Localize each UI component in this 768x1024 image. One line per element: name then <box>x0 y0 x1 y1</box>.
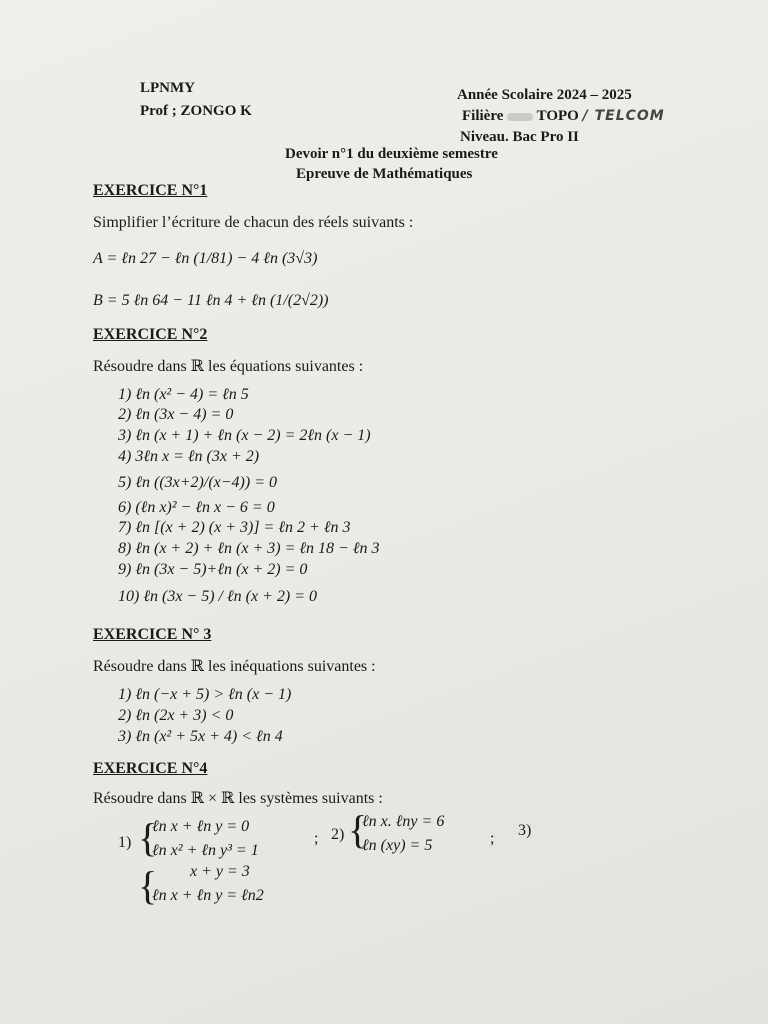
devoir-title: Devoir n°1 du deuxième semestre <box>285 146 498 162</box>
school-name: LPNMY <box>140 80 195 96</box>
sys-separator: ; <box>490 830 495 847</box>
epreuve-title: Epreuve de Mathématiques <box>296 166 473 182</box>
sys-separator: ; <box>314 830 319 847</box>
sys1-eq1: ℓn x + ℓn y = 0 <box>152 818 250 835</box>
sys2-eq2: ℓn (xy) = 5 <box>362 837 433 854</box>
ex1-item-b: B = 5 ℓn 64 − 11 ℓn 4 + ℓn (1/(2√2)) <box>93 292 329 309</box>
sys1-label: 1) <box>118 834 132 851</box>
filiere-line <box>462 108 665 125</box>
ex3-item: 2) ℓn (2x + 3) < 0 <box>118 707 234 724</box>
ex2-item: 7) ℓn [(x + 2) (x + 3)] = ℓn 2 + ℓn 3 <box>118 519 351 536</box>
ex3-item: 1) ℓn (−x + 5) > ℓn (x − 1) <box>118 686 292 703</box>
ex1-item-a: A = ℓn 27 − ℓn (1/81) − 4 ℓn (3√3) <box>93 250 318 267</box>
ex3-title: EXERCICE N° 3 <box>93 626 212 643</box>
smudge-mark <box>507 113 533 121</box>
ex2-item: 9) ℓn (3x − 5)+ℓn (x + 2) = 0 <box>118 561 308 578</box>
ex1-title: EXERCICE N°1 <box>93 182 208 199</box>
ex2-title: EXERCICE N°2 <box>93 326 208 343</box>
ex2-item: 5) ℓn ((3x+2)/(x−4)) = 0 <box>118 474 277 491</box>
sys2-brace: { <box>348 807 368 852</box>
sys3-eq2: ℓn x + ℓn y = ℓn2 <box>152 887 264 904</box>
ex4-instruction: Résoudre dans ℝ × ℝ les systèmes suivants : <box>93 790 383 807</box>
ex2-item: 3) ℓn (x + 1) + ℓn (x − 2) = 2ℓn (x − 1) <box>118 427 371 444</box>
ex2-item: 6) (ℓn x)² − ℓn x − 6 = 0 <box>118 499 275 516</box>
ex2-item: 2) ℓn (3x − 4) = 0 <box>118 406 234 423</box>
ex1-instruction: Simplifier l’écriture de chacun des réels suivants : <box>93 214 414 231</box>
ex2-instruction: Résoudre dans ℝ les équations suivantes : <box>93 358 364 375</box>
ex4-title: EXERCICE N°4 <box>93 760 208 777</box>
sys3-brace: { <box>138 863 158 908</box>
ex3-item: 3) ℓn (x² + 5x + 4) < ℓn 4 <box>118 728 283 745</box>
sys1-brace: { <box>138 815 158 860</box>
school-year: Année Scolaire 2024 – 2025 <box>457 87 632 103</box>
sys2-label: 2) <box>331 826 345 843</box>
ex2-item: 8) ℓn (x + 2) + ℓn (x + 3) = ℓn 18 − ℓn 3 <box>118 540 380 557</box>
filiere-label: Filière <box>462 108 504 124</box>
ex2-item: 1) ℓn (x² − 4) = ℓn 5 <box>118 386 249 403</box>
filiere-handwritten: / TELCOM <box>582 108 665 124</box>
sys2-eq1: ℓn x. ℓny = 6 <box>362 813 445 830</box>
ex3-instruction: Résoudre dans ℝ les inéquations suivantes : <box>93 658 376 675</box>
filiere-value: TOPO <box>536 108 579 124</box>
ex2-item: 10) ℓn (3x − 5) / ℓn (x + 2) = 0 <box>118 588 318 605</box>
ex2-item: 4) 3ℓn x = ℓn (3x + 2) <box>118 448 260 465</box>
teacher-name: Prof ; ZONGO K <box>140 103 252 119</box>
level: Niveau. Bac Pro II <box>460 129 579 145</box>
sys1-eq2: ℓn x² + ℓn y³ = 1 <box>152 842 259 859</box>
sys3-label: 3) <box>518 822 532 839</box>
sys3-eq1: x + y = 3 <box>190 863 250 880</box>
